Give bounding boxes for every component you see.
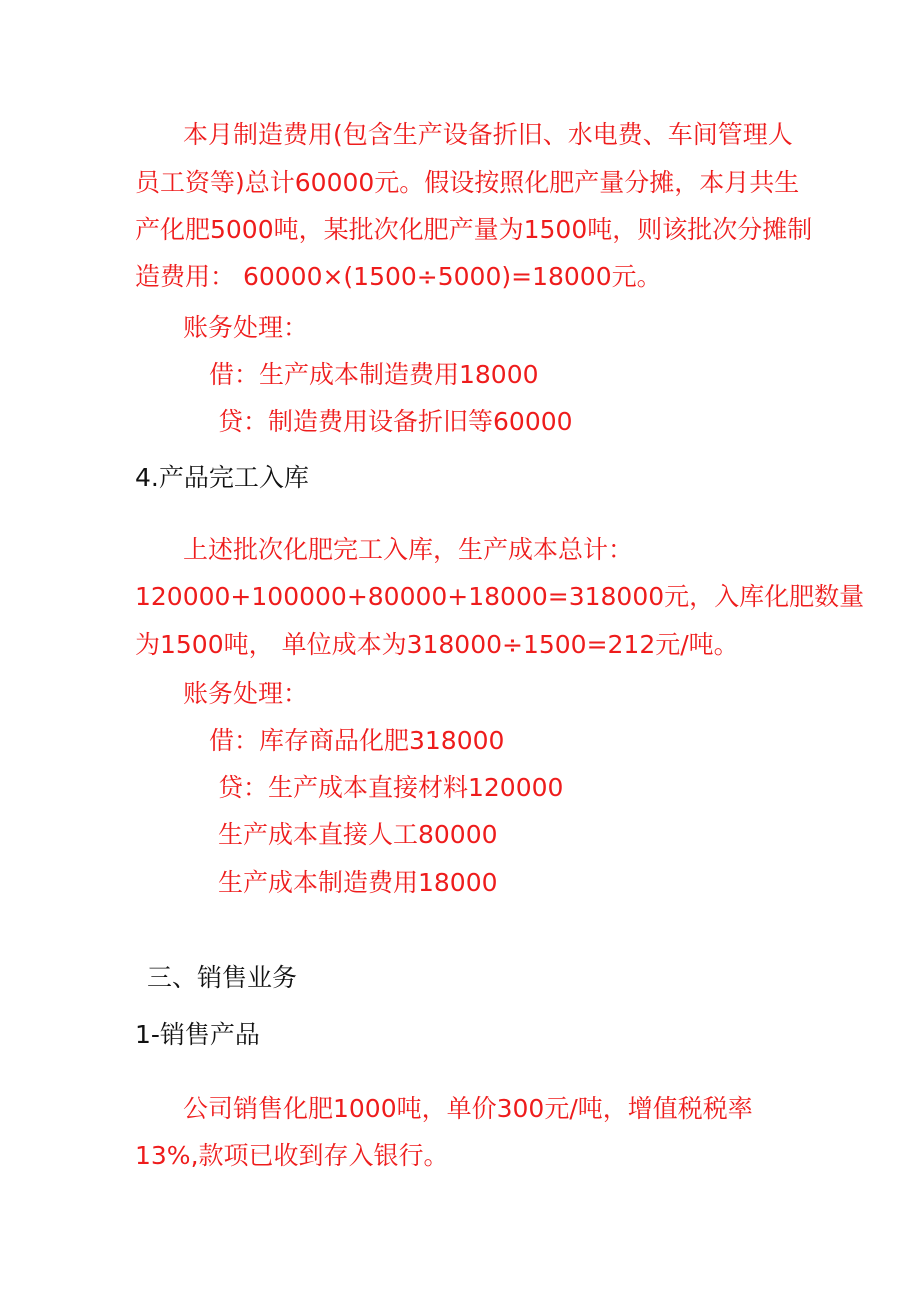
sales-heading: 三、销售业务 bbox=[147, 963, 298, 992]
completion-credit-entry-3: 生产成本制造费用18000 bbox=[218, 868, 498, 897]
completion-paragraph-line-1: 上述批次化肥完工入库，生产成本总计： bbox=[183, 535, 634, 564]
completion-debit-entry: 借：库存商品化肥318000 bbox=[209, 726, 505, 755]
completion-heading: 4.产品完工入库 bbox=[135, 463, 309, 492]
sales-paragraph-line-2: 13%,款项已收到存入银行。 bbox=[135, 1141, 449, 1170]
overhead-debit-entry: 借：生产成本制造费用18000 bbox=[209, 360, 539, 389]
completion-credit-entry-1: 贷：生产成本直接材料120000 bbox=[218, 773, 564, 802]
completion-entry-label: 账务处理： bbox=[183, 679, 309, 708]
overhead-paragraph-line-2: 员工资等)总计60000元。假设按照化肥产量分摊，本月共生 bbox=[135, 168, 800, 197]
overhead-entry-label: 账务处理： bbox=[183, 313, 309, 342]
sales-paragraph-line-1: 公司销售化肥1000吨，单价300元/吨，增值税税率 bbox=[183, 1094, 753, 1123]
overhead-paragraph-line-1: 本月制造费用(包含生产设备折旧、水电费、车间管理人 bbox=[183, 120, 793, 149]
overhead-paragraph-line-4: 造费用： 60000×(1500÷5000)=18000元。 bbox=[135, 262, 662, 291]
overhead-paragraph-line-3: 产化肥5000吨，某批次化肥产量为1500吨，则该批次分摊制 bbox=[135, 215, 813, 244]
sales-subheading: 1-销售产品 bbox=[135, 1020, 260, 1049]
completion-paragraph-line-3: 为1500吨， 单位成本为318000÷1500=212元/吨。 bbox=[135, 630, 739, 659]
completion-paragraph-line-2: 120000+100000+80000+18000=318000元，入库化肥数量 bbox=[135, 582, 865, 611]
completion-credit-entry-2: 生产成本直接人工80000 bbox=[218, 820, 498, 849]
overhead-credit-entry: 贷：制造费用设备折旧等60000 bbox=[218, 407, 573, 436]
